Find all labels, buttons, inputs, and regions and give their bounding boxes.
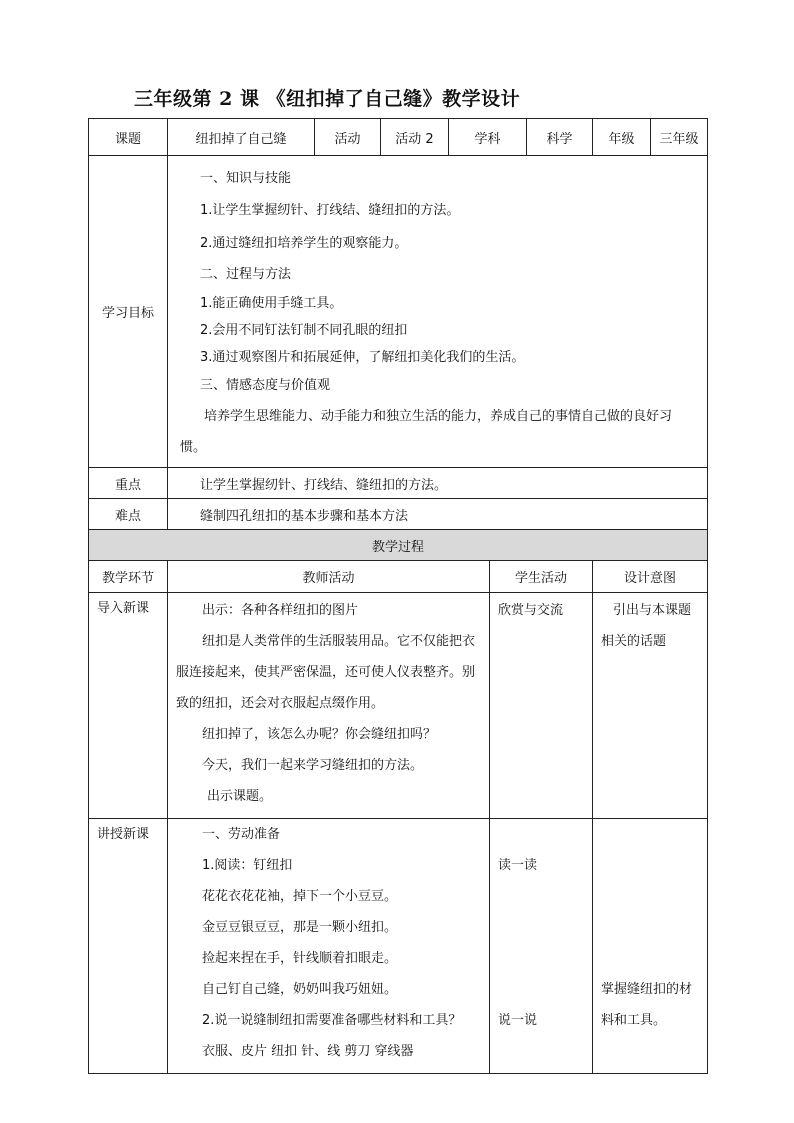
teacher-line: 自己钉自己缝，奶奶叫我巧妞妞。 <box>202 982 398 997</box>
objectives-section-3: 三、情感态度与价值观 <box>200 378 331 393</box>
teacher-line: 衣服、皮片 纽扣 针、线 剪刀 穿线器 <box>202 1044 414 1059</box>
objectives-item: 2.会用不同钉法钉制不同孔眼的纽扣 <box>200 323 408 338</box>
key-point-label: 重点 <box>89 468 168 499</box>
teacher-line: 出示：各种各样纽扣的图片 <box>202 603 359 618</box>
process-title: 教学过程 <box>89 530 708 561</box>
key-point-row <box>89 468 708 499</box>
process-header-row <box>89 561 708 593</box>
teacher-line: 1.阅读：钉纽扣 <box>202 858 293 873</box>
key-point-text: 让学生掌握纫针、打线结、缝纽扣的方法。 <box>168 468 708 499</box>
teacher-line: 2.说一说缝制纽扣需要准备哪些材料和工具？ <box>202 1013 462 1028</box>
header-row <box>89 119 708 156</box>
grade-value: 三年级 <box>651 119 708 156</box>
lesson-plan-table <box>88 118 708 1074</box>
objectives-content <box>168 156 708 468</box>
subject-label: 课题 <box>89 119 168 156</box>
intro-design-intent <box>593 593 708 819</box>
difficulty-text: 缝制四孔纽扣的基本步骤和基本方法 <box>168 499 708 530</box>
teacher-line: 一、劳动准备 <box>202 827 281 842</box>
intent-line: 掌握缝纽扣的材料和工具。 <box>601 982 693 1028</box>
teacher-line: 纽扣是人类常伴的生活服装用品。它不仅能把衣服连接起来，使其严密保温，还可使人仪表整齐。别致的纽扣，还会对衣服起点缀作用。 <box>176 634 476 711</box>
objectives-item: 2.通过缝纽扣培养学生的观察能力。 <box>200 236 408 251</box>
teacher-line: 花花衣花花袖，掉下一个小豆豆。 <box>202 889 398 904</box>
activity-label: 活动 <box>315 119 381 156</box>
teacher-line: 今天，我们一起来学习缝纽扣的方法。 <box>202 758 424 773</box>
grade-label: 年级 <box>593 119 651 156</box>
column-header-teacher: 教师活动 <box>168 561 490 593</box>
teach-teacher-activity <box>168 819 490 1074</box>
objectives-section-2: 二、过程与方法 <box>200 267 292 282</box>
column-header-student: 学生活动 <box>490 561 593 593</box>
difficulty-row <box>89 499 708 530</box>
intro-stage: 导入新课 <box>89 593 168 819</box>
discipline-label: 学科 <box>449 119 527 156</box>
objectives-label: 学习目标 <box>89 156 168 468</box>
objectives-section-1: 一、知识与技能 <box>200 171 292 186</box>
teach-stage: 讲授新课 <box>89 819 168 1074</box>
teach-design-intent <box>593 819 708 1074</box>
student-line: 欣赏与交流 <box>498 603 564 618</box>
teacher-line: 捡起来捏在手，针线顺着扣眼走。 <box>202 951 398 966</box>
process-title-row <box>89 530 708 561</box>
activity-value: 活动 2 <box>381 119 449 156</box>
page-title: 三年级第 2 课 《纽扣掉了自己缝》教学设计 <box>134 88 521 110</box>
objectives-row <box>89 156 708 468</box>
student-line: 读一读 <box>498 858 538 873</box>
difficulty-label: 难点 <box>89 499 168 530</box>
intent-line: 引出与本课题相关的话题 <box>601 603 692 649</box>
teacher-line: 金豆豆银豆豆，那是一颗小纽扣。 <box>202 920 398 935</box>
intro-student-activity <box>490 593 593 819</box>
intro-teacher-activity <box>168 593 490 819</box>
column-header-intent: 设计意图 <box>593 561 708 593</box>
subject-value: 纽扣掉了自己缝 <box>168 119 315 156</box>
teacher-line: 纽扣掉了，该怎么办呢？你会缝纽扣吗？ <box>202 727 437 742</box>
discipline-value: 科学 <box>527 119 593 156</box>
objectives-item: 1.能正确使用手缝工具。 <box>200 296 343 311</box>
column-header-stage: 教学环节 <box>89 561 168 593</box>
teacher-line: 出示课题。 <box>207 789 273 804</box>
student-line: 说一说 <box>498 1013 538 1028</box>
objectives-item: 3.通过观察图片和拓展延伸，了解纽扣美化我们的生活。 <box>200 350 525 365</box>
intro-row <box>89 593 708 819</box>
objectives-item: 1.让学生掌握纫针、打线结、缝纽扣的方法。 <box>200 203 460 218</box>
teach-student-activity <box>490 819 593 1074</box>
teach-row <box>89 819 708 1074</box>
objectives-paragraph: 培养学生思维能力、动手能力和独立生活的能力，养成自己的事情自己做的良好习惯。 <box>180 409 673 455</box>
